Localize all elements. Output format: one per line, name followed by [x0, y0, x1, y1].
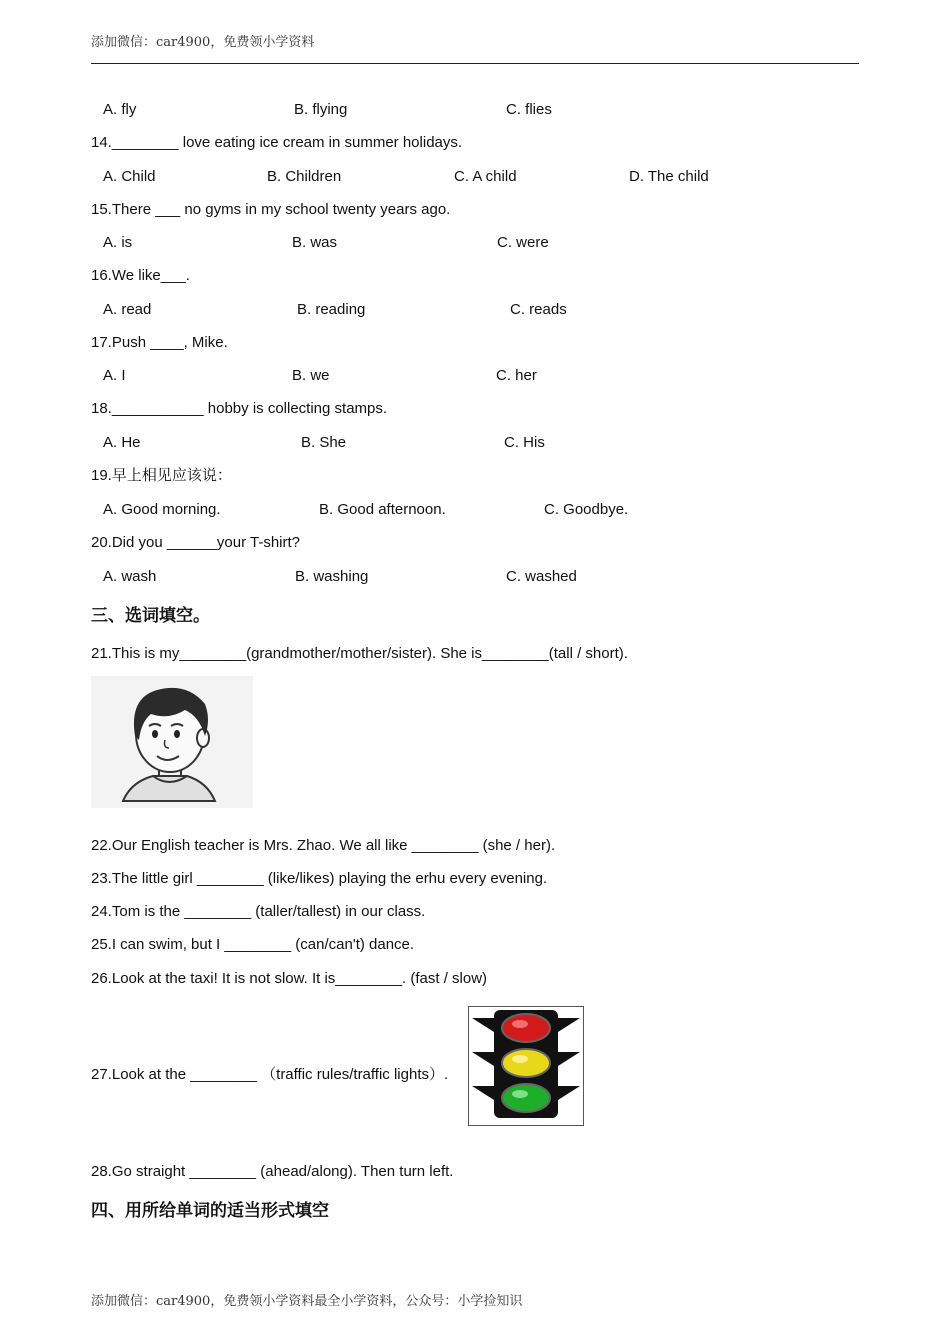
- option-13b: B. flying: [294, 101, 348, 118]
- question-24: 24.Tom is the ________ (taller/tallest) in our class.: [91, 903, 426, 920]
- page-header: 添加微信：car4900，免费领小学资料: [91, 35, 315, 50]
- option-19c: C. Goodbye.: [544, 501, 629, 518]
- question-28: 28.Go straight ________ (ahead/along). Then turn left.: [91, 1163, 454, 1180]
- option-14a: A. Child: [103, 168, 156, 185]
- boy-illustration: [91, 676, 253, 808]
- option-19a: A. Good morning.: [103, 501, 221, 518]
- option-14d: D. The child: [629, 168, 709, 185]
- option-15c: C. were: [497, 234, 549, 251]
- header-divider: [91, 63, 859, 64]
- question-17: 17.Push ____, Mike.: [91, 334, 228, 351]
- question-22: 22.Our English teacher is Mrs. Zhao. We all like ________ (she / her).: [91, 837, 556, 854]
- question-18: 18.___________ hobby is collecting stamps.: [91, 400, 388, 417]
- question-16: 16.We like___.: [91, 267, 190, 284]
- question-15: 15.There ___ no gyms in my school twenty years ago.: [91, 201, 451, 218]
- option-20b: B. washing: [295, 568, 369, 585]
- section-title-4: 四、用所给单词的适当形式填空: [91, 1201, 329, 1221]
- option-14b: B. Children: [267, 168, 342, 185]
- option-15a: A. is: [103, 234, 133, 251]
- option-16b: B. reading: [297, 301, 366, 318]
- question-27: 27.Look at the ________ （traffic rules/traffic lights）.: [91, 1066, 449, 1083]
- option-18c: C. His: [504, 434, 545, 451]
- option-15b: B. was: [292, 234, 338, 251]
- option-18a: A. He: [103, 434, 141, 451]
- question-20: 20.Did you ______your T-shirt?: [91, 534, 301, 551]
- option-13c: C. flies: [506, 101, 552, 118]
- page-footer: 添加微信：car4900，免费领小学资料最全小学资料，公众号：小学捡知识: [91, 1294, 523, 1309]
- option-17b: B. we: [292, 367, 330, 384]
- option-13a: A. fly: [103, 101, 137, 118]
- option-16a: A. read: [103, 301, 152, 318]
- option-16c: C. reads: [510, 301, 567, 318]
- question-26: 26.Look at the taxi! It is not slow. It is________. (fast / slow): [91, 970, 488, 987]
- question-19: 19.早上相见应该说：: [91, 467, 232, 484]
- option-18b: B. She: [301, 434, 347, 451]
- section-title-3: 三、选词填空。: [91, 606, 210, 626]
- option-17a: A. I: [103, 367, 126, 384]
- question-21: 21.This is my________(grandmother/mother/sister). She is________(tall / short).: [91, 645, 628, 662]
- question-25: 25.I can swim, but I ________ (can/can't) dance.: [91, 936, 415, 953]
- option-14c: C. A child: [454, 168, 517, 185]
- option-20c: C. washed: [506, 568, 577, 585]
- question-14: 14.________ love eating ice cream in summer holidays.: [91, 134, 463, 151]
- option-19b: B. Good afternoon.: [319, 501, 446, 518]
- option-17c: C. her: [496, 367, 537, 384]
- option-20a: A. wash: [103, 568, 157, 585]
- question-23: 23.The little girl ________ (like/likes) playing the erhu every evening.: [91, 870, 548, 887]
- traffic-light-illustration: [468, 1006, 584, 1126]
